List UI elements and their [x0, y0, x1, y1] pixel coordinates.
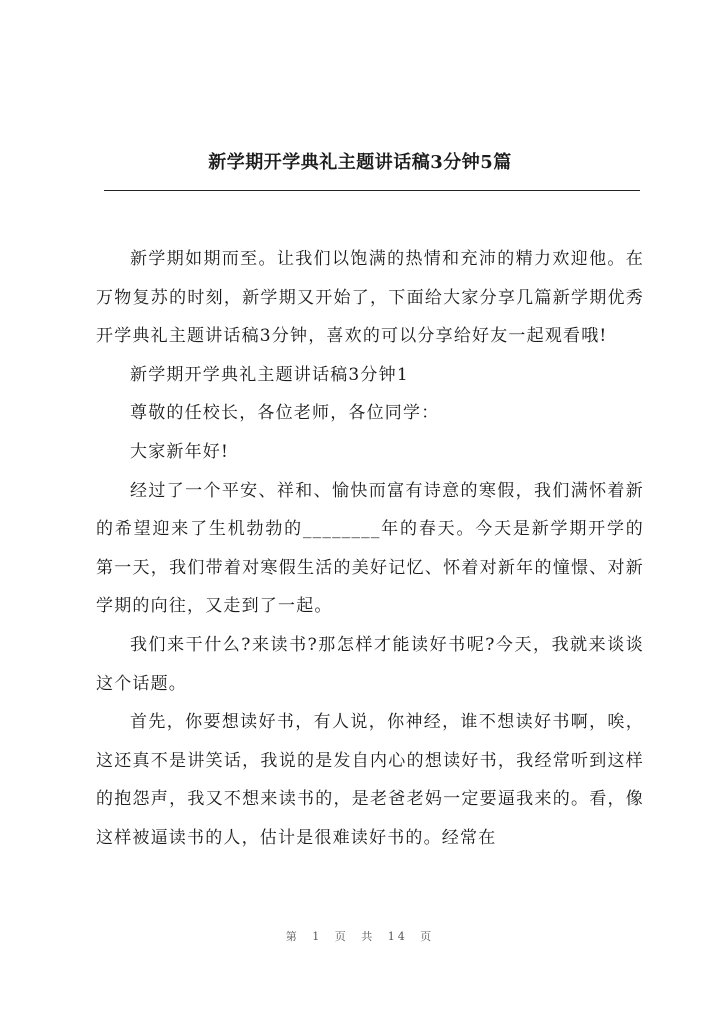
paragraph-greeting: 大家新年好! — [130, 441, 230, 462]
paragraph-salutation: 尊敬的任校长，各位老师，各位同学： — [130, 403, 440, 424]
paragraph-body: 经过了一个平安、祥和、愉快而富有诗意的寒假，我们满怀着新的希望迎来了生机勃勃的________年的春天。今天是新学期开学的第一天，我们带着对寒假生活的美好记忆、怀着对新年的憧憬、对新学期的向往，又走到了一起。 — [96, 480, 644, 617]
page-number-footer: 第 1 页 共 14 页 — [285, 930, 435, 943]
document-body — [96, 240, 644, 858]
document-title: 新学期开学典礼主题讲话稿3分钟5篇 — [208, 152, 512, 173]
title-divider — [104, 190, 640, 191]
paragraph-body: 我们来干什么?来读书?那怎样才能读好书呢?今天，我就来谈谈这个话题。 — [96, 634, 644, 694]
paragraph-subtitle: 新学期开学典礼主题讲话稿3分钟1 — [130, 364, 409, 385]
paragraph-intro: 新学期如期而至。让我们以饱满的热情和充沛的精力欢迎他。在万物复苏的时刻，新学期又开始了，下面给大家分享几篇新学期优秀开学典礼主题讲话稿3分钟，喜欢的可以分享给好友一起观看哦! — [96, 249, 644, 347]
paragraph-body: 首先，你要想读好书，有人说，你神经，谁不想读好书啊，唉，这还真不是讲笑话，我说的是发自内心的想读好书，我经常听到这样的抱怨声，我又不想来读书的，是老爸老妈一定要逼我来的。看，像这样被逼读书的人，估计是很难读好书的。经常在 — [96, 712, 644, 848]
